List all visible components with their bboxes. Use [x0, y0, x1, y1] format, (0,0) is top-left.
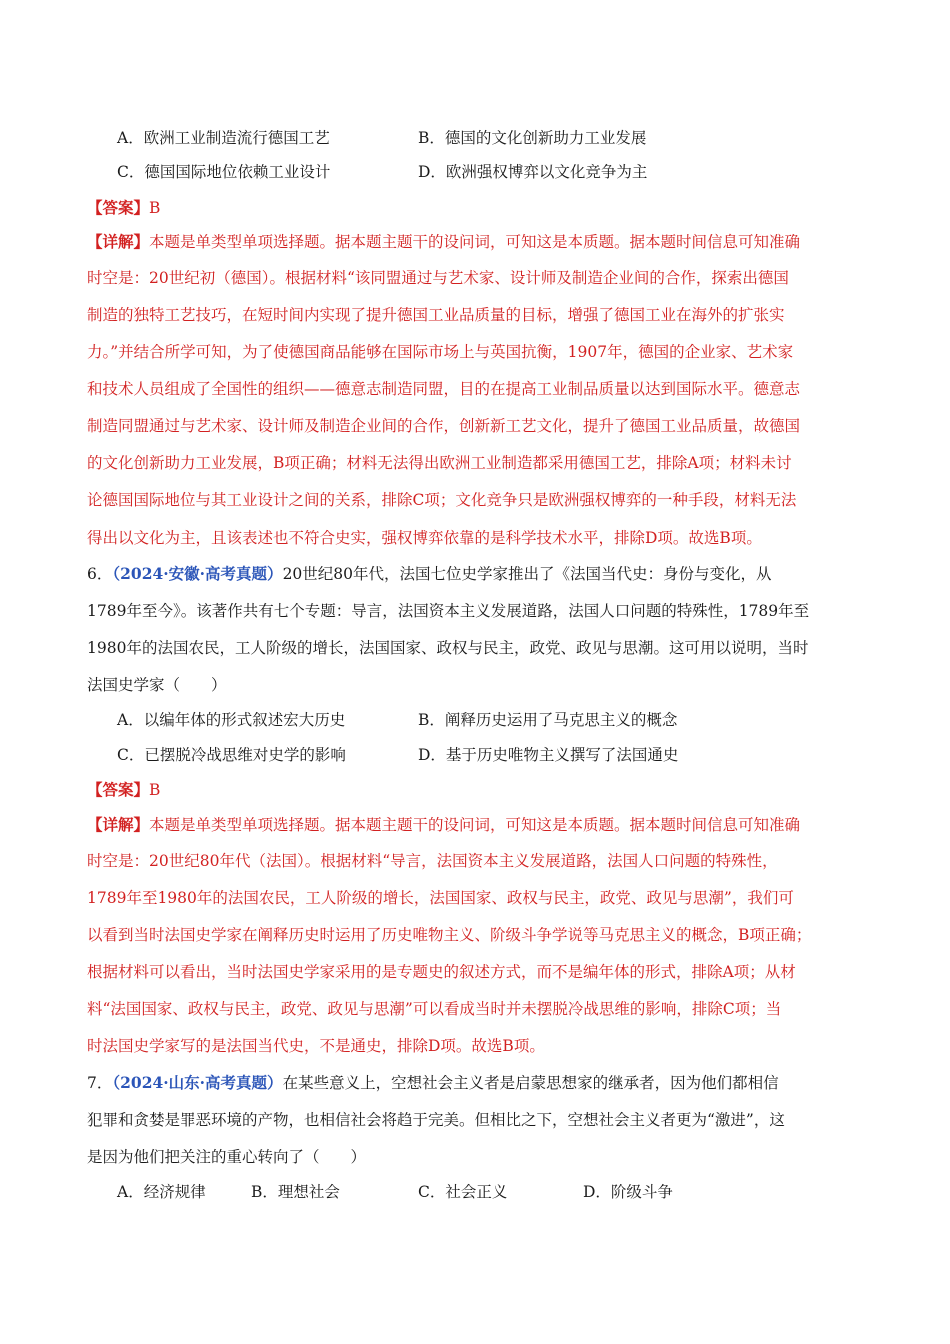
q7-number: 7．: [87, 1074, 113, 1092]
q6-option-a: A．以编年体的形式叙述宏大历史: [117, 711, 346, 729]
q5-detail-label: 【详解】: [87, 232, 150, 251]
q6-source: （2024·安徽·高考真题）: [112, 564, 283, 583]
q6-answer-label: 【答案】: [87, 780, 150, 799]
q7-source: （2024·山东·高考真题）: [112, 1073, 283, 1092]
q6-option-b: B．阐释历史运用了马克思主义的概念: [418, 711, 678, 729]
q6-stem-line: 6．（2024·安徽·高考真题）20世纪80年代，法国七位史学家推出了《法国当代史：身份与变化，从: [87, 564, 772, 583]
q6-detail-line: 时空是：20世纪80年代（法国）。根据材料“导言，法国资本主义发展道路，法国人口问题的特殊性，: [87, 852, 778, 870]
q7-stem-line: 是因为他们把关注的重心转向了（ ）: [87, 1148, 367, 1166]
q6-stem-line: 1789年至今》。该著作共有七个专题：导言，法国资本主义发展道路，法国人口问题的特殊性，1789年至: [87, 602, 810, 620]
q5-answer-value: B: [149, 199, 161, 217]
q6-number: 6．: [87, 565, 113, 583]
q7-option-b: B．理想社会: [251, 1183, 340, 1201]
q5-detail-line: 制造同盟通过与艺术家、设计师及制造企业间的合作，创新新工艺文化，提升了德国工业品质量，故德国: [87, 417, 801, 435]
q6-detail-line: 1789年至1980年的法国农民，工人阶级的增长，法国国家、政权与民主，政党、政见与思潮”，我们可: [87, 889, 794, 907]
q5-option-a: A．欧洲工业制造流行德国工艺: [117, 129, 330, 147]
q6-option-d: D．基于历史唯物主义撰写了法国通史: [418, 746, 679, 764]
q5-detail-line: 力。”并结合所学可知，为了使德国商品能够在国际市场上与英国抗衡，1907年，德国的企业家、艺术家: [87, 343, 794, 361]
q6-answer: [87, 780, 160, 800]
q5-detail-line: 的文化创新助力工业发展，B项正确；材料无法得出欧洲工业制造都采用德国工艺，排除A项；材料未讨: [87, 454, 792, 472]
q7-stem-line: 7．（2024·山东·高考真题）在某些意义上，空想社会主义者是启蒙思想家的继承者，因为他们都相信: [87, 1073, 779, 1092]
q5-detail-line: 制造的独特工艺技巧，在短时间内实现了提升德国工业品质量的目标，增强了德国工业在海外的扩张实: [87, 306, 785, 324]
q6-answer-value: B: [149, 781, 161, 799]
q5-option-c: C．德国国际地位依赖工业设计: [117, 163, 331, 181]
q5-detail-line: 论德国国际地位与其工业设计之间的关系，排除C项；文化竞争只是欧洲强权博弈的一种手段，材料无法: [87, 491, 797, 509]
q5-detail-line: 和技术人员组成了全国性的组织——德意志制造同盟，目的在提高工业制品质量以达到国际水平。德意志: [87, 380, 801, 398]
q7-option-d: D．阶级斗争: [583, 1183, 673, 1201]
q7-option-c: C．社会正义: [418, 1183, 508, 1201]
q5-option-b: B．德国的文化创新助力工业发展: [418, 129, 647, 147]
q6-stem-line: 1980年的法国农民，工人阶级的增长，法国国家、政权与民主，政党、政见与思潮。这可用以说明，当时: [87, 639, 809, 657]
q6-detail-line: 料“法国国家、政权与民主，政党、政见与思潮”可以看成当时并未摆脱冷战思维的影响，排除C项；当: [87, 1000, 782, 1018]
q6-detail-line: 时法国史学家写的是法国当代史，不是通史，排除D项。故选B项。: [87, 1037, 545, 1055]
q5-option-d: D．欧洲强权博弈以文化竞争为主: [418, 163, 648, 181]
q7-stem-line: 犯罪和贪婪是罪恶环境的产物，也相信社会将趋于完美。但相比之下，空想社会主义者更为“激进”，这: [87, 1111, 785, 1129]
q5-answer-label: 【答案】: [87, 198, 150, 217]
q6-detail-line: 根据材料可以看出，当时法国史学家采用的是专题史的叙述方式，而不是编年体的形式，排除A项；从材: [87, 963, 796, 981]
q7-option-a: A．经济规律: [117, 1183, 206, 1201]
q5-detail-line: 得出以文化为主，且该表述也不符合史实，强权博弈依靠的是科学技术水平，排除D项。故选B项。: [87, 529, 762, 547]
q6-stem-line: 法国史学家（ ）: [87, 676, 227, 694]
q5-detail-line: 时空是：20世纪初（德国）。根据材料“该同盟通过与艺术家、设计师及制造企业间的合作，探索出德国: [87, 269, 789, 287]
q6-detail-line: 以看到当时法国史学家在阐释历史时运用了历史唯物主义、阶级斗争学说等马克思主义的概念，B项正确；: [87, 926, 812, 944]
q6-detail-line: 【详解】本题是单类型单项选择题。据本题主题干的设问词，可知这是本质题。据本题时间信息可知准确: [87, 815, 801, 834]
q5-detail-line: 【详解】本题是单类型单项选择题。据本题主题干的设问词，可知这是本质题。据本题时间信息可知准确: [87, 232, 801, 251]
q6-detail-label: 【详解】: [87, 815, 150, 834]
q6-option-c: C．已摆脱冷战思维对史学的影响: [117, 746, 346, 764]
q5-answer: [87, 198, 160, 218]
